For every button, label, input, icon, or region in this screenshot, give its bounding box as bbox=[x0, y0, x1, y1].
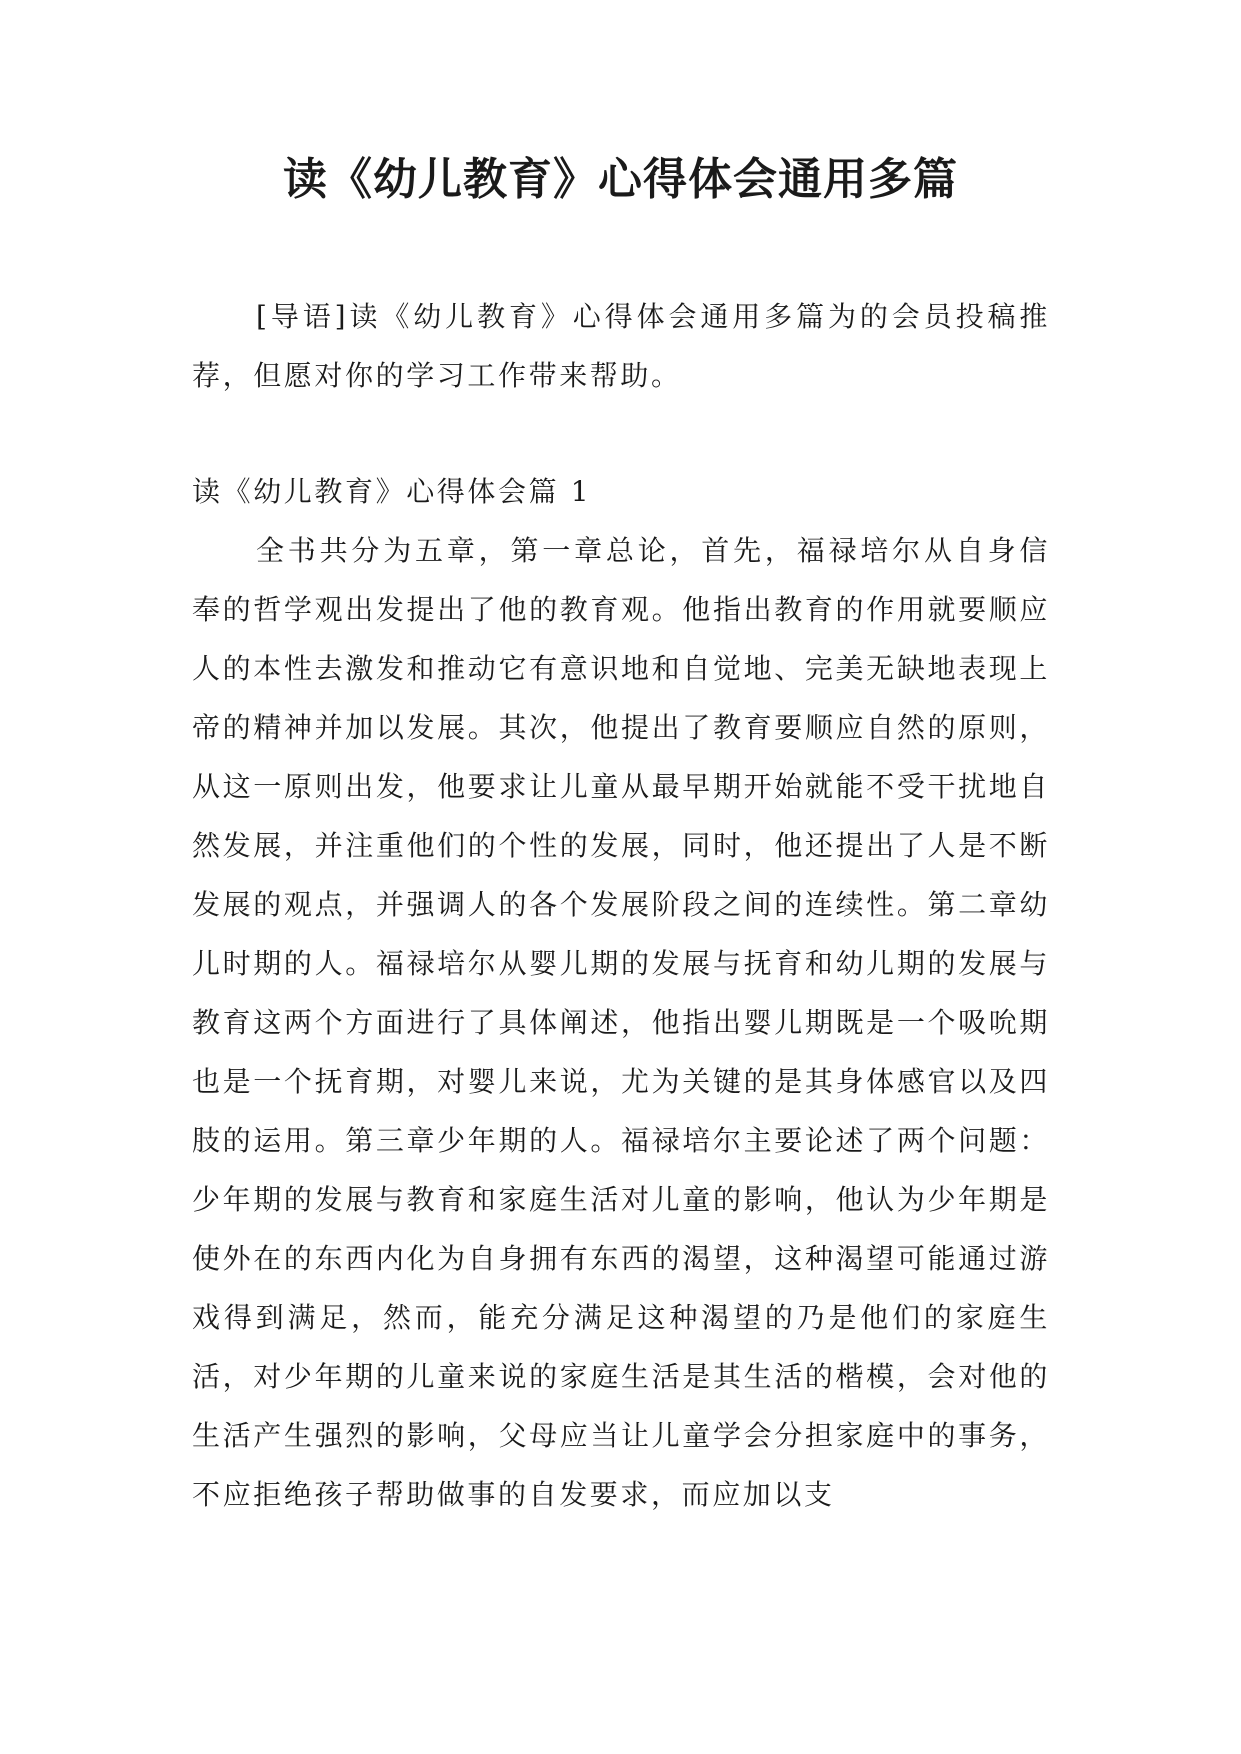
intro-paragraph: [导语]读《幼儿教育》心得体会通用多篇为的会员投稿推荐，但愿对你的学习工作带来帮助。 bbox=[192, 300, 1050, 392]
section-paragraph: 全书共分为五章，第一章总论，首先，福禄培尔从自身信奉的哲学观出发提出了他的教育观。他指出教育的作用就要顺应人的本性去激发和推动它有意识地和自觉地、完美无缺地表现上帝的精神并加以发展。其次，他提出了教育要顺应自然的原则，从这一原则出发，他要求让儿童从最早期开始就能不受干扰地自然发展，并注重他们的个性的发展，同时，他还提出了人是不断发展的观点，并强调人的各个发展阶段之间的连续性。第二章幼儿时期的人。福禄培尔从婴儿期的发展与抚育和幼儿期的发展与教育这两个方面进行了具体阐述，他指出婴儿期既是一个吸吮期也是一个抚育期，对婴儿来说，尤为关键的是其身体感官以及四肢的运用。第三章少年期的人。福禄培尔主要论述了两个问题：少年期的发展与教育和家庭生活对儿童的影响，他认为少年期是使外在的东西内化为自身拥有东西的渴望，这种渴望可能通过游戏得到满足，然而，能充分满足这种渴望的乃是他们的家庭生活，对少年期的儿童来说的家庭生活是其生活的楷模，会对他的生活产生强烈的影响，父母应当让儿童学会分担家庭中的事务，不应拒绝孩子帮助做事的自发要求，而应加以支 bbox=[192, 534, 1050, 1511]
document-title: 读《幼儿教育》心得体会通用多篇 bbox=[283, 154, 958, 205]
section-heading: 读《幼儿教育》心得体会篇 1 bbox=[192, 475, 592, 508]
